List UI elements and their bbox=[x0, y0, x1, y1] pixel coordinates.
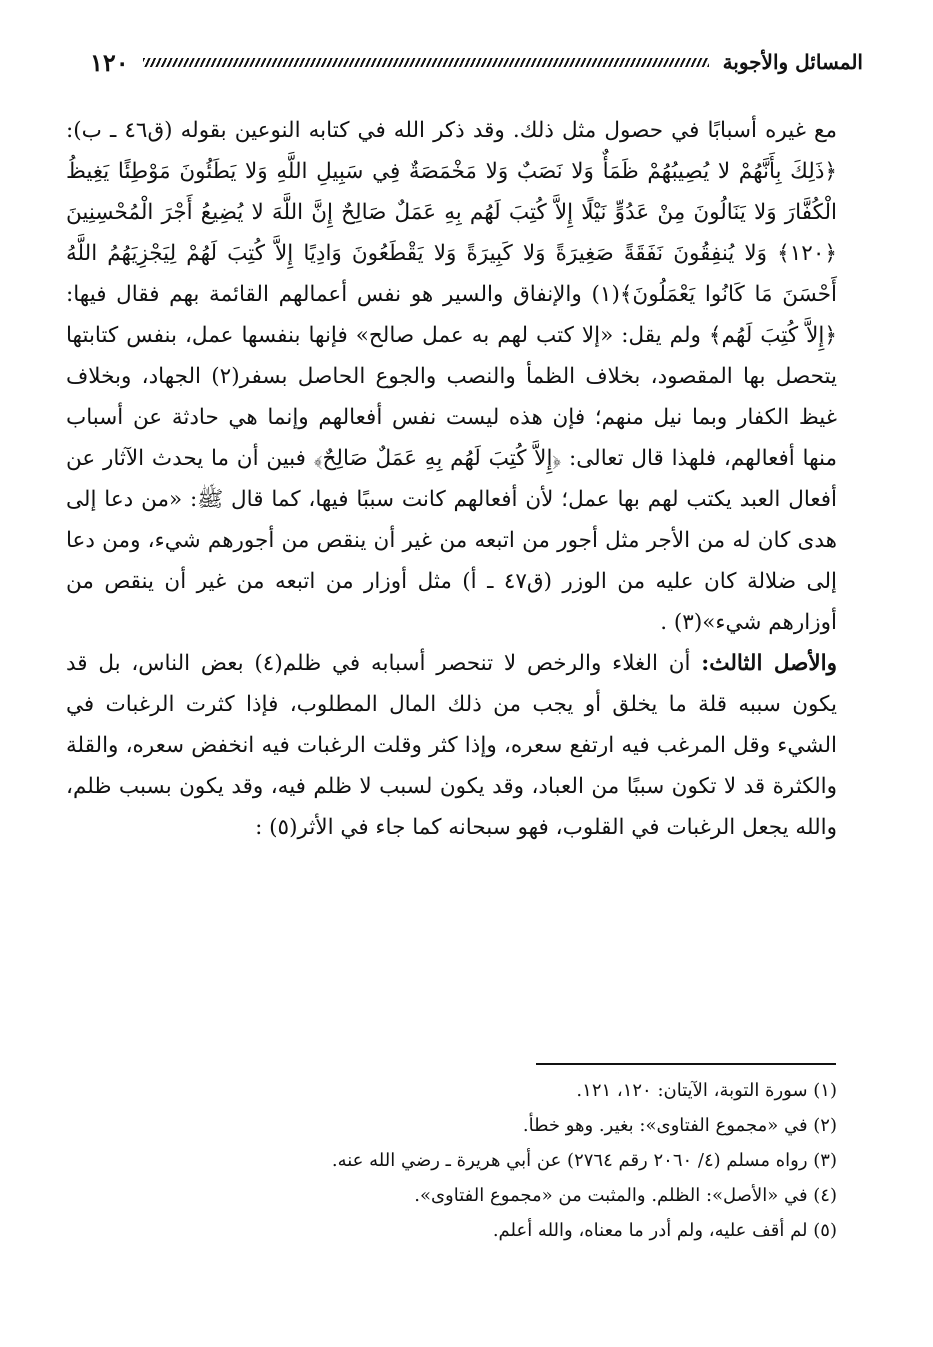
paragraph-1: مع غيره أسبابًا في حصول مثل ذلك. وقد ذكر الله في كتابه النوعين بقوله (ق٤٦ ـ ب): ﴿ذَلِكَ بِأَنَّهُمْ لا يُصِيبُهُمْ ظَمَأٌ وَلا نَصَبٌ وَلا مَخْمَصَةٌ فِي سَبِيلِ اللَّهِ وَلا يَطَئُونَ مَوْطِئًا يَغِيظُ الْكُفَّارَ وَلا يَنَالُونَ مِنْ عَدُوٍّ نَيْلًا إِلاَّ كُتِبَ لَهُم بِهِ عَمَلٌ صَالِحٌ إِنَّ اللَّهَ لا يُضِيعُ أَجْرَ الْمُحْسِنِينَ ﴿١٢٠﴾ وَلا يُنفِقُونَ نَفَقَةً صَغِيرَةً وَلا كَبِيرَةً وَلا يَقْطَعُونَ وَادِيًا إِلاَّ كُتِبَ لَهُمْ لِيَجْزِيَهُمُ اللَّهُ أَحْسَنَ مَا كَانُوا يَعْمَلُونَ﴾(١) والإنفاق والسير هو نفس أعمالهم القائمة بهم فقال فيها: ﴿إِلاَّ كُتِبَ لَهُم﴾ ولم يقل: «إلا كتب لهم به عمل صالح» فإنها بنفسها عمل، بنفس كتابتها يتحصل بها المقصود، بخلاف الظمأ والنصب والجوع الحاصل بسفر(٢) الجهاد، وبخلاف غيظ الكفار وبما نيل منهم؛ فإن هذه ليست نفس أفعالهم وإنما هي حادثة عن أسباب منها أفعالهم، فلهذا قال تعالى: ﴿إِلاَّ كُتِبَ لَهُم بِهِ عَمَلٌ صَالِحٌ﴾ فبين أن ما يحدث الآثار عن أفعال العبد يكتب لهم بها عمل؛ لأن أفعالهم كانت سببًا فيها، كما قال ﷺ: «من دعا إلى هدى كان له من الأجر مثل أجور من اتبعه من غير أن ينقص من أجورهم شيء، ومن دعا إلى ضلالة كان عليه من الوزر (ق٤٧ ـ أ) مثل أوزار من اتبعه من غير أن ينقص من أوزارهم شيء»(٣) . bbox=[66, 118, 838, 635]
footnote-2: (٢) في «مجموع الفتاوى»: بغير. وهو خطأ. bbox=[522, 1115, 837, 1136]
page-number: ١٢٠ bbox=[90, 47, 129, 77]
header-rule bbox=[143, 58, 709, 67]
footnotes bbox=[66, 1073, 837, 1248]
paragraph-2 bbox=[66, 643, 837, 848]
footnote-separator bbox=[536, 1063, 836, 1065]
main-text bbox=[66, 110, 837, 848]
page-header bbox=[66, 42, 863, 82]
paragraph-2-lead: والأصل الثالث: bbox=[701, 651, 838, 676]
footnote-5: (٥) لم أقف عليه، ولم أدر ما معناه، والله أعلم. bbox=[492, 1220, 837, 1241]
paragraph-2-text: أن الغلاء والرخص لا تنحصر أسبابه في ظلم(٤) بعض الناس، بل قد يكون سببه قلة ما يخلق أو يجب من ذلك المال المطلوب، فإذا كثرت الرغبات في الشيء وقل المرغب فيه ارتفع سعره، وإذا كثر وقلت الرغبات فيه انخفض سعره، والقلة والكثرة قد لا تكون سببًا من العباد، وقد يكون لسبب لا ظلم فيه، وقد يكون بسبب ظلم، والله يجعل الرغبات في القلوب، فهو سبحانه كما جاء في الأثر(٥) : bbox=[66, 651, 838, 840]
footnote-4: (٤) في «الأصل»: الظلم. والمثبت من «مجموع الفتاوى». bbox=[414, 1185, 837, 1206]
book-title: المسائل والأجوبة bbox=[722, 50, 863, 74]
footnote-3: (٣) رواه مسلم (٤/ ٢٠٦٠ رقم ٢٧٦٤) عن أبي هريرة ـ رضي الله عنه. bbox=[331, 1150, 837, 1171]
footnote-1: (١) سورة التوبة، الآيتان: ١٢٠، ١٢١. bbox=[576, 1080, 837, 1101]
